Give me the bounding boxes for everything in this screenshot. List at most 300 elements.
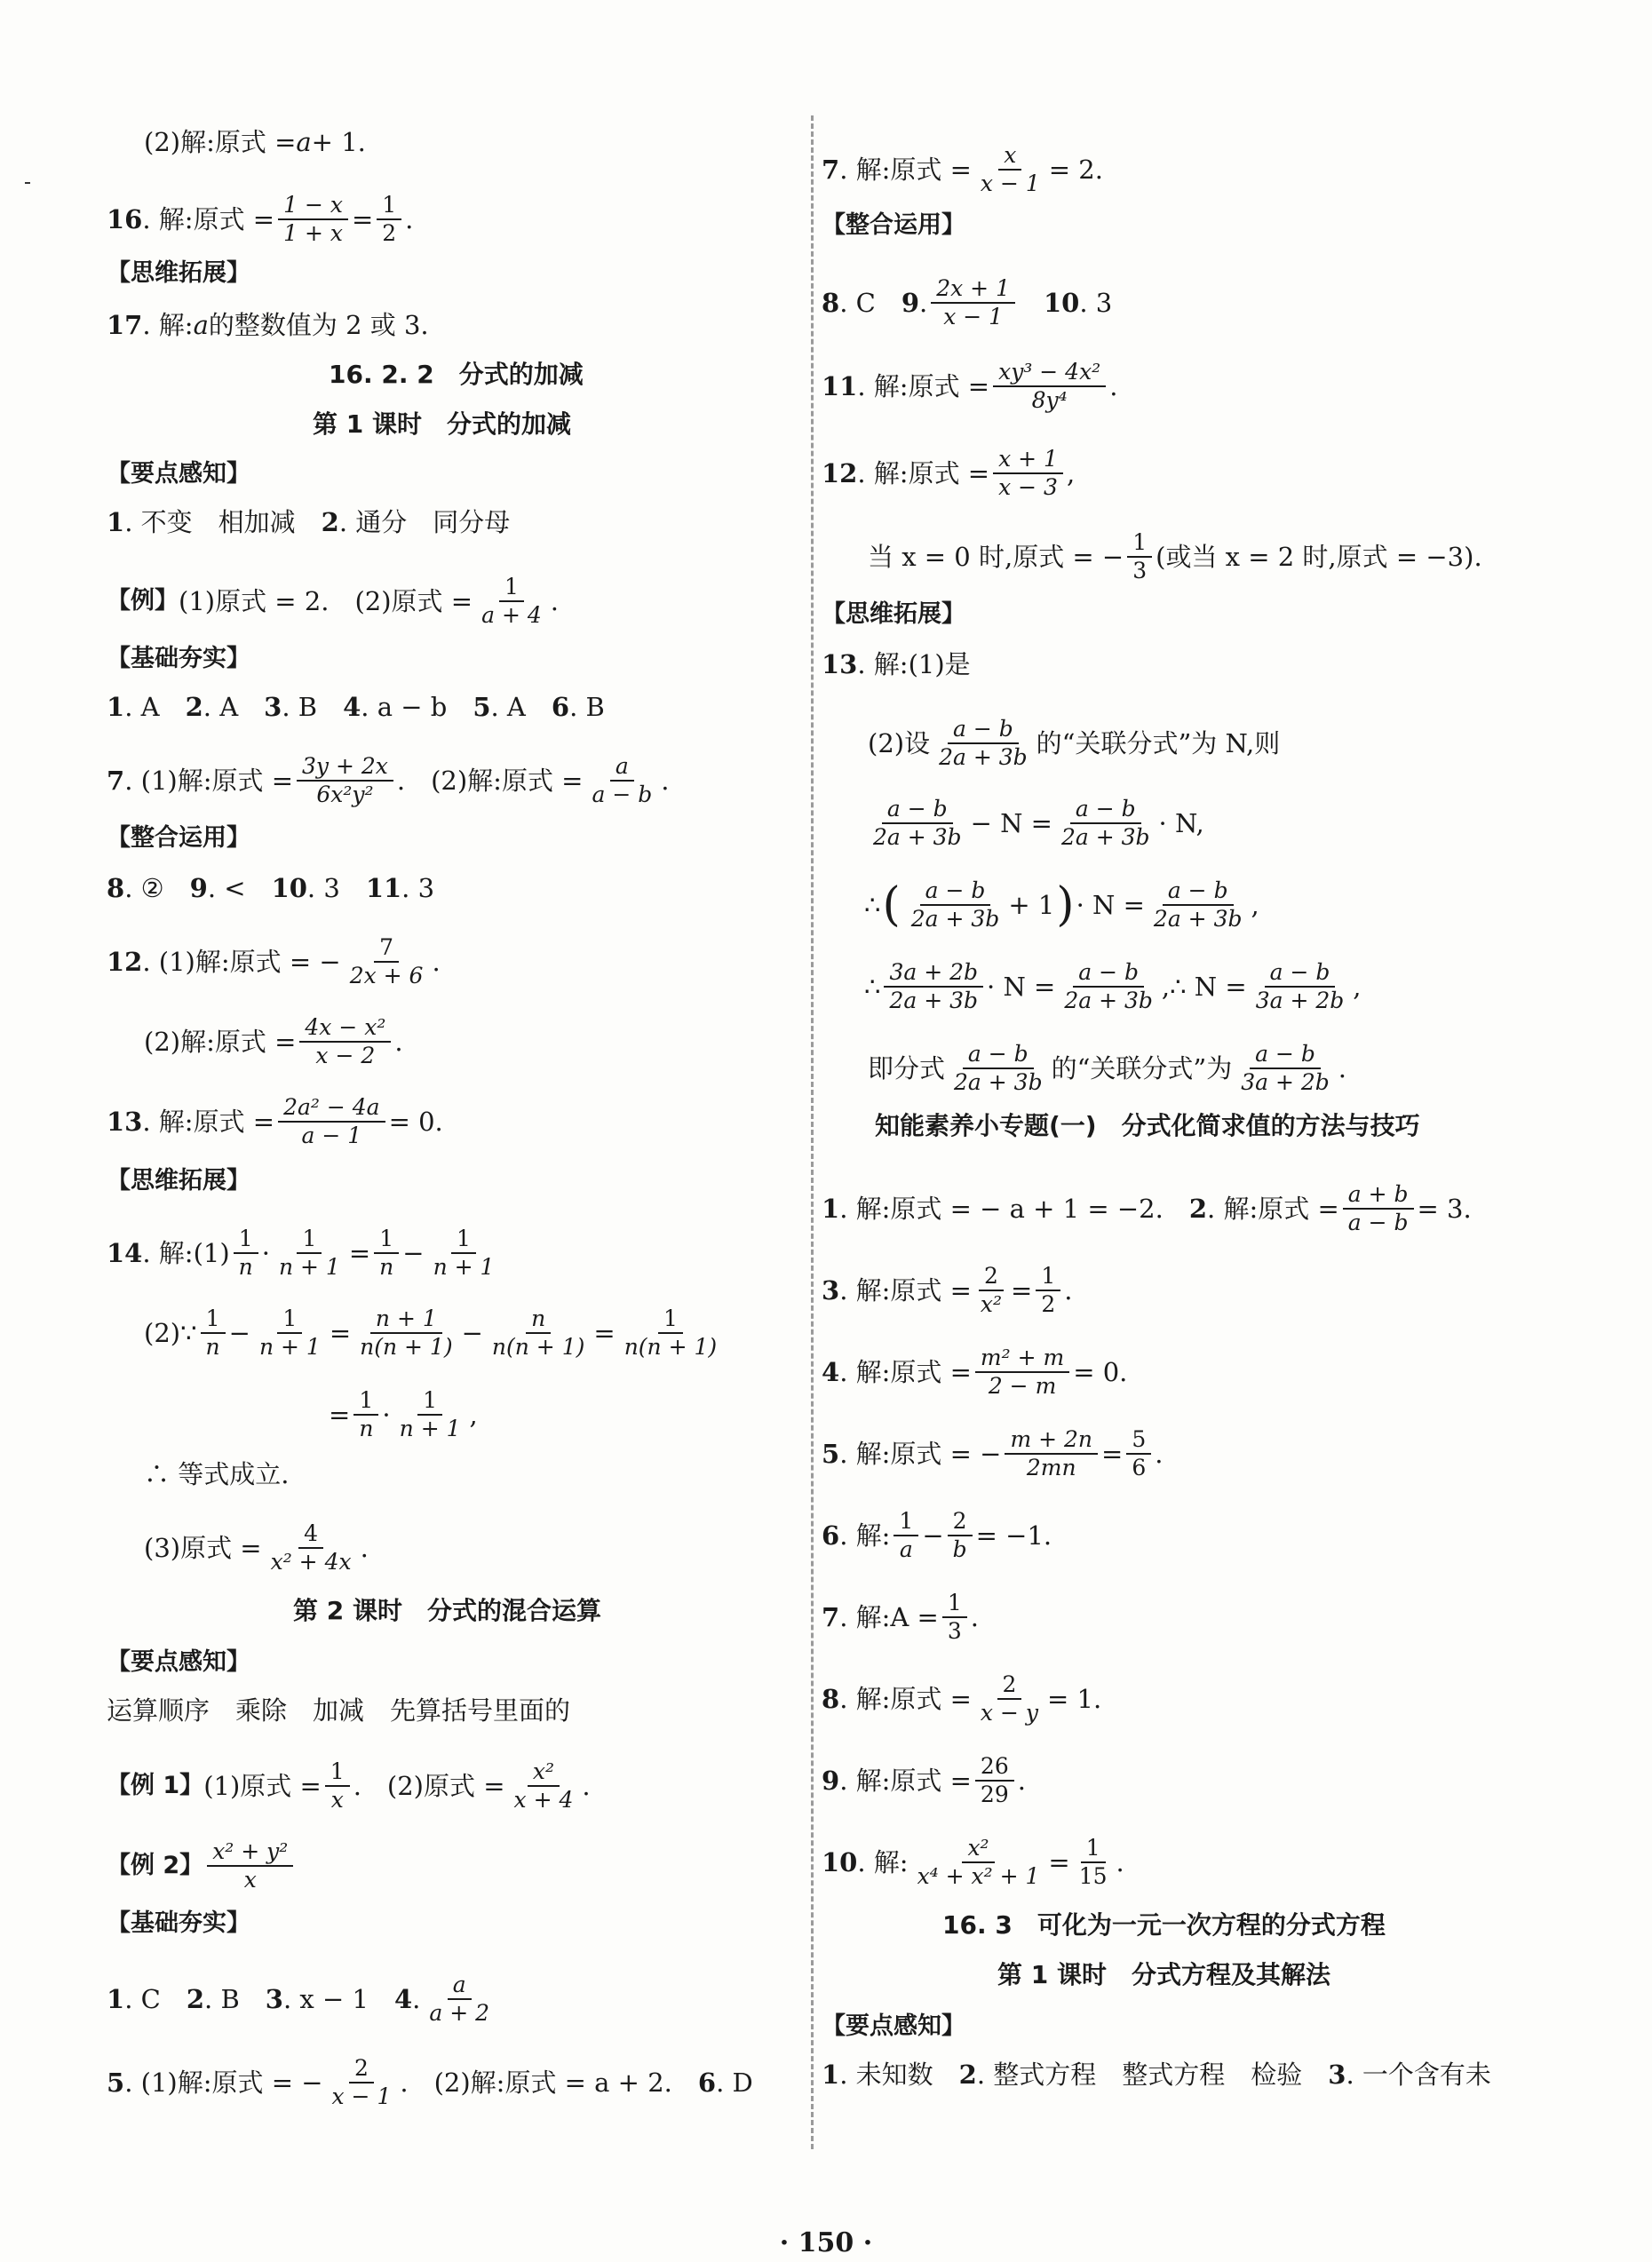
fraction: [975, 1345, 1069, 1400]
fraction: [1343, 1181, 1414, 1236]
numerator: 2: [349, 2055, 374, 2083]
numerator: 1: [1036, 1263, 1060, 1291]
text: =: [348, 1238, 371, 1268]
section-header: 【思维拓展】: [822, 600, 965, 628]
text: . (1)解:原式 = −: [124, 2068, 323, 2098]
fraction: [234, 1226, 258, 1281]
item-number: 1: [107, 1984, 125, 2014]
fraction: [933, 716, 1033, 771]
text: ,: [1251, 890, 1259, 920]
item-number: 13: [107, 1107, 143, 1137]
denominator: x − 1: [943, 304, 1004, 329]
left-paren: (: [882, 878, 901, 932]
text: . 通分 同分母: [338, 507, 511, 537]
denominator: 3a + 2b: [1241, 1069, 1330, 1095]
fraction: [993, 359, 1106, 414]
item-number: 3: [1328, 2060, 1346, 2090]
numerator: 1: [377, 192, 401, 220]
denominator: x − 1: [331, 2083, 392, 2109]
item-number: 5: [822, 1439, 840, 1469]
lesson-title: 第 1 课时 分式的加减: [313, 409, 571, 439]
denominator: n + 1: [399, 1416, 461, 1441]
text: . 3: [401, 873, 435, 903]
text: . B: [569, 692, 605, 722]
text: · N =: [1076, 890, 1145, 920]
denominator: n: [238, 1254, 253, 1280]
numerator: 2: [979, 1263, 1004, 1291]
answer-14-3: [144, 1520, 369, 1575]
fraction: [327, 2055, 397, 2110]
numerator: 1: [1127, 529, 1152, 558]
text: . 不变 相加减: [124, 507, 322, 537]
text: . 解:原式 =: [1207, 1194, 1339, 1224]
item-number: 11: [365, 873, 402, 903]
numerator: 1: [325, 1758, 350, 1787]
text: 的整数值为 2 或 3.: [208, 310, 429, 340]
denominator: n + 1: [278, 1254, 340, 1280]
item-number: 10: [822, 1847, 858, 1877]
denominator: 2x + 6: [349, 963, 424, 988]
answer-4: [822, 1345, 1127, 1400]
scan-mark: [25, 182, 30, 184]
text: . 解:原式 =: [839, 1684, 972, 1714]
text: . 解:原式 =: [142, 1107, 275, 1137]
text: =: [329, 1318, 352, 1348]
denominator: a: [899, 1536, 913, 1562]
numerator: 1: [942, 1590, 967, 1618]
answer-12: [822, 446, 1075, 501]
text: + 1: [1008, 890, 1055, 920]
numerator: 3y + 2x: [297, 753, 393, 782]
numerator: 4: [298, 1520, 323, 1549]
text: . A: [490, 692, 552, 722]
denominator: n + 1: [258, 1334, 321, 1360]
fraction: [942, 1590, 967, 1645]
text: = 3.: [1417, 1194, 1472, 1224]
answer-10: [822, 1835, 1124, 1890]
answer-11: [822, 359, 1117, 414]
section-header: 【整合运用】: [822, 211, 965, 239]
fraction: [278, 1094, 385, 1149]
answer-15-2: [144, 126, 366, 158]
denominator: 2a + 3b: [1153, 906, 1243, 932]
fraction: [377, 192, 401, 247]
fraction: [374, 1226, 399, 1281]
text: = 1.: [1047, 1684, 1102, 1714]
denominator: n: [379, 1254, 394, 1280]
numerator: 1: [451, 1226, 476, 1254]
item-number: 14: [107, 1238, 143, 1268]
text: . 解:: [142, 310, 194, 340]
denominator: 3: [947, 1618, 962, 1644]
item-number: 8: [107, 873, 125, 903]
answer-6: [822, 1508, 1052, 1563]
fraction: [1148, 877, 1248, 933]
text: . 解:(1): [142, 1238, 230, 1268]
item-number: 1: [822, 1194, 840, 1224]
section-title: 16. 3 可化为一元一次方程的分式方程: [942, 1910, 1386, 1940]
item-number: 9: [822, 1766, 840, 1796]
denominator: 3: [1132, 558, 1148, 583]
answer-17: [107, 309, 429, 341]
text: ·: [382, 1400, 391, 1430]
text: . D: [716, 2068, 753, 2098]
lesson-title: 第 2 课时 分式的混合运算: [293, 1596, 601, 1625]
answer-13: [107, 1094, 443, 1149]
text: . 解:原式 = −: [839, 1439, 1002, 1469]
text: .: [1155, 1439, 1164, 1469]
answers-1-3: [822, 2059, 1491, 2091]
text: = 0.: [1073, 1357, 1128, 1387]
fraction: [1074, 1835, 1113, 1890]
numerator: a − b: [882, 796, 953, 824]
item-number: 7: [822, 155, 840, 185]
item-number: 2: [958, 2060, 977, 2090]
denominator: 2a + 3b: [873, 824, 962, 850]
numerator: 1: [499, 574, 524, 602]
numerator: x²: [528, 1758, 560, 1787]
numerator: 1: [658, 1306, 683, 1334]
fraction: [1056, 796, 1156, 851]
text: =: [329, 1400, 351, 1430]
denominator: 2a + 3b: [1064, 988, 1153, 1013]
fraction: [975, 142, 1045, 197]
text: ,: [469, 1400, 478, 1430]
answer-7: [822, 142, 1103, 197]
denominator: 2mn: [1026, 1455, 1076, 1480]
answer-3: [822, 1263, 1072, 1318]
text: (2)设: [868, 728, 931, 758]
fraction: [948, 1508, 973, 1563]
answer-7b: [822, 1590, 979, 1645]
text: ,: [1353, 972, 1362, 1002]
fraction: [353, 1387, 378, 1442]
numerator: x: [998, 142, 1021, 171]
numerator: 2x + 1: [931, 275, 1015, 304]
numerator: a − b: [1070, 796, 1141, 824]
answer-5: [822, 1426, 1163, 1481]
text: .: [582, 1771, 591, 1801]
denominator: 2a + 3b: [910, 906, 1000, 932]
numerator: 3a + 2b: [884, 959, 983, 988]
text: (3)原式 =: [144, 1533, 262, 1563]
text: . 解:原式 =: [839, 1766, 972, 1796]
fraction: [394, 1387, 466, 1442]
denominator: x − 1: [980, 171, 1040, 196]
page-number: · 150 ·: [779, 2227, 873, 2258]
text: . 解:A =: [839, 1602, 939, 1632]
item-number: 7: [107, 766, 125, 796]
fraction: [476, 574, 547, 629]
numerator: a + b: [1343, 1181, 1414, 1210]
text: . 解:原式 = − a + 1 = −2.: [839, 1194, 1189, 1224]
denominator: x⁴ + x² + 1: [917, 1863, 1040, 1889]
text: .: [1116, 1847, 1124, 1877]
fraction: [1251, 959, 1350, 1014]
numerator: 1 − x: [278, 192, 348, 220]
denominator: x: [330, 1787, 344, 1813]
section-header: 【要点感知】: [822, 2012, 965, 2040]
text: . (1)解:原式 = −: [142, 947, 341, 977]
numerator: x² + y²: [207, 1838, 293, 1867]
text: .: [1109, 371, 1118, 401]
denominator: b: [952, 1536, 967, 1562]
fraction: [345, 934, 429, 989]
section-header: 【思维拓展】: [107, 259, 250, 287]
fraction: [325, 1758, 350, 1814]
item-number: 8: [822, 1684, 840, 1714]
text: −: [228, 1318, 250, 1348]
item-number: 3: [822, 1275, 840, 1306]
numerator: 1: [297, 1226, 322, 1254]
text: ,: [1066, 458, 1076, 488]
answers-1-2: [822, 1181, 1472, 1236]
text: = 2.: [1048, 155, 1103, 185]
derivation-line-3: [864, 959, 1361, 1014]
derivation-line-1: [864, 796, 1204, 851]
fraction: [424, 1972, 495, 2027]
fraction: [1235, 1041, 1335, 1096]
text: . (1)解:原式 =: [124, 766, 293, 796]
text: (2)解:原式 =: [144, 127, 297, 157]
column-divider: [811, 115, 814, 2149]
text: . (2)解:原式 =: [396, 766, 584, 796]
text: =: [1011, 1275, 1033, 1306]
text: . 解:原式 =: [142, 204, 275, 234]
item-number: 4: [343, 692, 361, 722]
text: .: [970, 1602, 979, 1632]
answer-14-2-cont: [329, 1387, 478, 1442]
answer-7: [107, 753, 669, 808]
item-number: 2: [321, 507, 339, 537]
numerator: 1: [374, 1226, 399, 1254]
text: · N,: [1158, 808, 1204, 838]
text: . 未知数: [839, 2060, 959, 2090]
fraction: [254, 1306, 326, 1361]
numerator: xy³ − 4x²: [993, 359, 1106, 387]
text: . B: [282, 692, 344, 722]
numerator: a − b: [1265, 959, 1336, 988]
denominator: 2a + 3b: [939, 744, 1028, 770]
text: =: [593, 1318, 616, 1348]
section-header: 【要点感知】: [107, 1648, 250, 1676]
fraction: [949, 1041, 1048, 1096]
fraction: [1005, 1426, 1098, 1481]
numerator: a: [610, 753, 634, 782]
answer-12-eval: [868, 529, 1482, 584]
fraction: [884, 959, 983, 1014]
item-number: 1: [822, 2060, 840, 2090]
numerator: 26: [975, 1753, 1014, 1782]
denominator: 2a + 3b: [889, 988, 979, 1013]
item-number: 9: [189, 873, 208, 903]
text: . 解:原式 =: [839, 1275, 972, 1306]
fraction: [993, 446, 1063, 501]
denominator: a − b: [1347, 1210, 1409, 1235]
numerator: 2: [948, 1508, 973, 1536]
lesson-title: 第 1 课时 分式方程及其解法: [997, 1960, 1330, 1989]
numerator: 4x − x²: [299, 1014, 391, 1043]
text: (2)∵: [144, 1318, 197, 1348]
denominator: a + 4: [481, 602, 542, 628]
text: . ②: [124, 873, 190, 903]
text: ,∴ N =: [1161, 972, 1247, 1002]
answer-1-2: [107, 506, 510, 538]
text: = −1.: [975, 1520, 1052, 1551]
text: . 整式方程 整式方程 检验: [976, 2060, 1329, 2090]
item-number: 16: [107, 204, 143, 234]
text: (或当 x = 2 时,原式 = −3).: [1156, 542, 1482, 572]
numerator: 1: [234, 1226, 258, 1254]
text: . x − 1: [282, 1984, 394, 2014]
text: . 解:原式 =: [839, 1357, 972, 1387]
denominator: a − 1: [301, 1123, 362, 1148]
text: (2)解:原式 =: [144, 1027, 297, 1057]
section-header: 【思维拓展】: [107, 1167, 250, 1194]
example: [107, 574, 559, 629]
item-number: 5: [473, 692, 491, 722]
fraction: [509, 1758, 579, 1814]
text: . 解:原式 =: [839, 155, 972, 185]
text: .: [1017, 1766, 1026, 1796]
numerator: a − b: [948, 716, 1019, 744]
example-label: 【例 1】: [107, 1772, 204, 1799]
example-label: 【例 2】: [107, 1852, 204, 1879]
denominator: x − 3: [998, 474, 1058, 500]
answer-16: [107, 192, 413, 247]
numerator: a − b: [1073, 959, 1144, 988]
denominator: n: [205, 1334, 220, 1360]
denominator: x: [243, 1867, 257, 1893]
text: −: [922, 1520, 944, 1551]
item-number: 10: [271, 873, 307, 903]
denominator: 6x²y²: [316, 782, 374, 807]
item-number: 12: [107, 947, 143, 977]
denominator: a + 2: [429, 2000, 489, 2026]
denominator: 15: [1078, 1863, 1108, 1889]
denominator: 8y⁴: [1031, 387, 1068, 413]
item-number: 10: [1044, 288, 1080, 318]
text: −: [461, 1318, 483, 1348]
text-var: a: [193, 310, 209, 340]
denominator: n + 1: [433, 1254, 495, 1280]
answer-8: [822, 1671, 1101, 1726]
fraction: [278, 192, 348, 247]
text: · N =: [987, 972, 1056, 1002]
numerator: 1: [201, 1306, 226, 1334]
denominator: n(n + 1): [491, 1334, 585, 1360]
derivation-line-2: [864, 877, 1259, 933]
text: 的“关联分式”为 N,则: [1036, 728, 1281, 758]
section-header: 【基础夯实】: [107, 645, 250, 672]
item-number: 4: [822, 1357, 840, 1387]
text: . 解:: [839, 1520, 891, 1551]
numerator: 1: [277, 1306, 302, 1334]
text: ∴: [864, 972, 881, 1002]
text: −: [402, 1238, 425, 1268]
answer-9: [822, 1753, 1026, 1808]
answer-13-2: [868, 716, 1280, 771]
text: .: [1064, 1275, 1073, 1306]
answers-5-6: [107, 2055, 753, 2110]
fraction: [487, 1306, 590, 1361]
text: .: [360, 1533, 369, 1563]
text: . 解:原式 =: [857, 458, 990, 488]
item-number: 1: [107, 692, 125, 722]
fraction: [274, 1226, 345, 1281]
item-number: 1: [107, 507, 125, 537]
text: .: [1338, 1053, 1347, 1083]
numerator: 1: [894, 1508, 918, 1536]
text: . (2)原式 =: [353, 1771, 505, 1801]
fraction: [975, 1671, 1044, 1726]
fraction: [1059, 959, 1158, 1014]
numerator: x + 1: [993, 446, 1063, 474]
text: − N =: [970, 808, 1052, 838]
text: .: [412, 1984, 421, 2014]
denominator: n(n + 1): [360, 1334, 453, 1360]
denominator: 2: [1041, 1291, 1056, 1317]
section-title: 16. 2. 2 分式的加减: [329, 360, 584, 389]
denominator: n(n + 1): [623, 1334, 718, 1360]
text: . B: [204, 1984, 266, 2014]
item-number: 2: [1188, 1194, 1208, 1224]
denominator: x − 2: [315, 1043, 376, 1068]
numerator: a − b: [1250, 1041, 1321, 1069]
item-number: 17: [107, 310, 143, 340]
fraction: [868, 796, 967, 851]
item-number: 4: [393, 1984, 413, 2014]
answer-12-1: [107, 934, 441, 989]
fraction: [586, 753, 657, 808]
numerator: 1: [417, 1387, 442, 1416]
text: (1)原式 = 2. (2)原式 =: [179, 586, 473, 616]
fraction: [975, 1753, 1014, 1808]
text-var: a: [296, 127, 312, 157]
fraction: [619, 1306, 722, 1361]
text: .: [661, 766, 670, 796]
text: . 3: [1079, 288, 1113, 318]
key-points: 运算顺序 乘除 加减 先算括号里面的: [107, 1695, 571, 1726]
example-2: [107, 1838, 297, 1893]
fraction: [1127, 529, 1152, 584]
item-number: 12: [822, 458, 858, 488]
denominator: 6: [1132, 1455, 1147, 1480]
answers-8-11: [107, 872, 434, 904]
numerator: m + 2n: [1005, 1426, 1098, 1455]
denominator: x² + 4x: [270, 1549, 352, 1575]
numerator: 1: [1081, 1835, 1106, 1863]
example-1: [107, 1758, 591, 1814]
denominator: 29: [980, 1782, 1009, 1807]
text: .: [550, 586, 559, 616]
fraction: [975, 1263, 1007, 1318]
numerator: x²: [962, 1835, 994, 1863]
fraction: [207, 1838, 293, 1893]
fraction: [1126, 1426, 1151, 1481]
answer-14-2: [144, 1306, 726, 1361]
text: . <: [207, 873, 272, 903]
item-number: 6: [822, 1520, 840, 1551]
text: . 解:: [857, 1847, 909, 1877]
numerator: a − b: [963, 1041, 1034, 1069]
denominator: x − y: [980, 1700, 1038, 1726]
text: . A: [203, 692, 265, 722]
fraction: [297, 753, 393, 808]
numerator: n: [526, 1306, 551, 1334]
text: . a − b: [361, 692, 473, 722]
numerator: 7: [374, 934, 399, 963]
